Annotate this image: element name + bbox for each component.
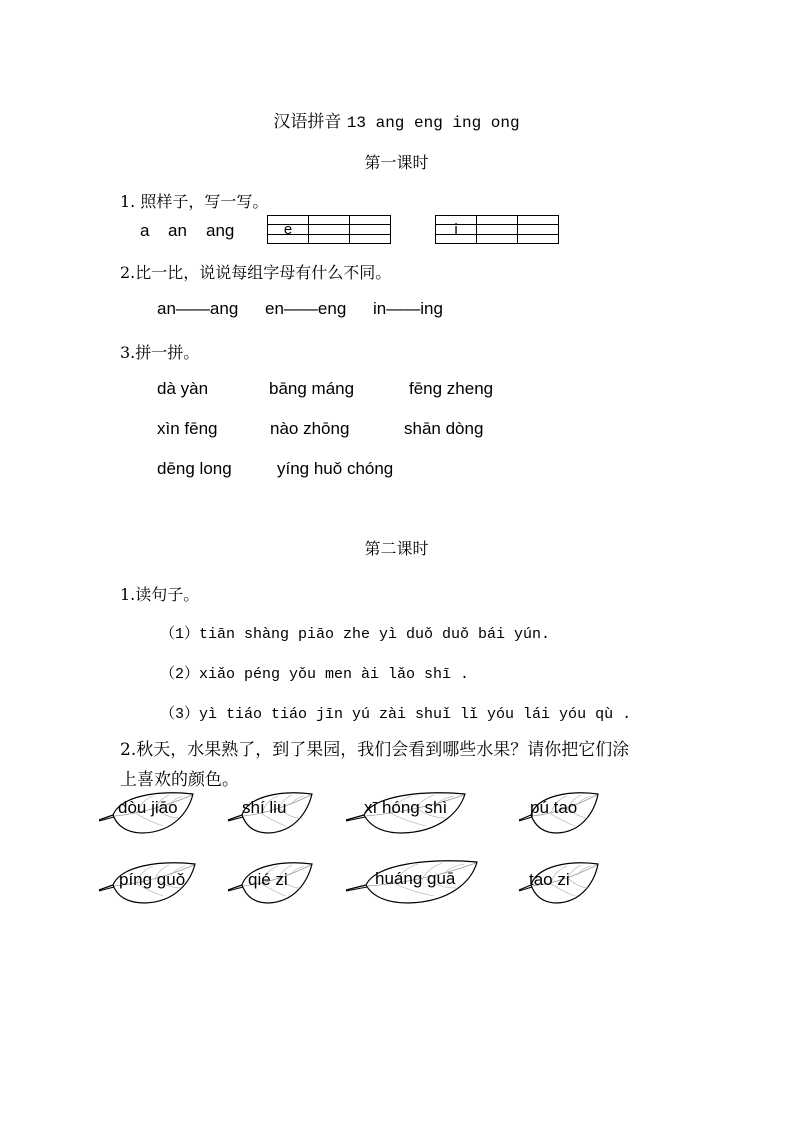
pinyin-word: yíng huǒ chóng xyxy=(277,459,394,478)
fruit-leaf[interactable] xyxy=(517,788,602,836)
writing-grid-e[interactable] xyxy=(267,215,391,244)
example-ang: ang xyxy=(206,221,235,240)
grid-cell[interactable] xyxy=(350,216,390,243)
pair-an-ang: an——ang xyxy=(157,299,239,318)
leaf-label: qié zi xyxy=(248,870,288,889)
lesson1-q2-label: 2.比一比，说说每组字母有什么不同。 xyxy=(120,263,392,282)
example-an: an xyxy=(168,221,187,240)
grid-cell[interactable] xyxy=(518,216,558,243)
lesson2-heading: 第二课时 xyxy=(364,539,429,558)
leaf-label: táo zi xyxy=(529,870,570,889)
pinyin-word: fēng zheng xyxy=(409,379,494,398)
grid-cell[interactable] xyxy=(309,216,350,243)
pinyin-word: dēng long xyxy=(157,459,232,478)
fruit-leaf[interactable] xyxy=(344,788,469,836)
fruit-leaf[interactable] xyxy=(97,788,197,836)
fruit-leaf[interactable] xyxy=(344,856,481,906)
leaf-label: huáng guā xyxy=(375,869,456,888)
leaf-label: pú tao xyxy=(530,798,578,817)
pair-en-eng: en——eng xyxy=(265,299,347,318)
lesson1-q3-label: 3.拼一拼。 xyxy=(120,343,200,362)
lesson1-q1-label: 1. 照样子，写一写。 xyxy=(120,192,269,211)
grid-letter: i xyxy=(454,221,458,238)
fruit-leaf[interactable] xyxy=(517,858,602,906)
page-title xyxy=(0,107,793,132)
grid-letter: e xyxy=(283,221,293,238)
lesson2-q1-label: 1.读句子。 xyxy=(120,585,200,604)
sentence-1: （1）tiān shàng piāo zhe yì duǒ duǒ bái yún. xyxy=(160,626,551,643)
grid-cell[interactable] xyxy=(268,216,309,243)
pair-in-ing: in——ing xyxy=(373,299,443,318)
example-a: a xyxy=(140,221,150,240)
sentence-3: （3）yì tiáo tiáo jīn yú zài shuǐ lǐ yóu lái yóu qù . xyxy=(160,706,632,723)
pinyin-word: dà yàn xyxy=(157,379,209,398)
fruit-leaf[interactable] xyxy=(226,788,316,836)
grid-cell[interactable] xyxy=(477,216,518,243)
lesson1-heading: 第一课时 xyxy=(364,153,429,172)
fruit-leaf[interactable] xyxy=(97,858,199,906)
leaf-label: xī hóng shì xyxy=(364,798,448,817)
leaf-label: dòu jiāo xyxy=(118,798,178,817)
lesson2-q2-label-line1: 2.秋天，水果熟了，到了果园，我们会看到哪些水果？请你把它们涂 xyxy=(120,740,630,760)
pinyin-word: shān dòng xyxy=(404,419,484,438)
lesson2-q2-label-line2: 上喜欢的颜色。 xyxy=(120,770,239,790)
pinyin-word: bāng máng xyxy=(269,379,355,398)
title-chinese: 汉语拼音 xyxy=(273,112,342,132)
pinyin-word: xìn fēng xyxy=(157,419,218,438)
title-latin: 13 ang eng ing ong xyxy=(346,114,520,132)
grid-cell[interactable] xyxy=(436,216,477,243)
leaf-label: shí liu xyxy=(242,798,287,817)
writing-grid-i[interactable] xyxy=(435,215,559,244)
pinyin-word: nào zhōng xyxy=(270,419,350,438)
sentence-2: （2）xiǎo péng yǒu men ài lǎo shī . xyxy=(160,666,470,683)
fruit-leaf[interactable] xyxy=(226,858,316,906)
leaf-label: píng guǒ xyxy=(119,870,186,889)
